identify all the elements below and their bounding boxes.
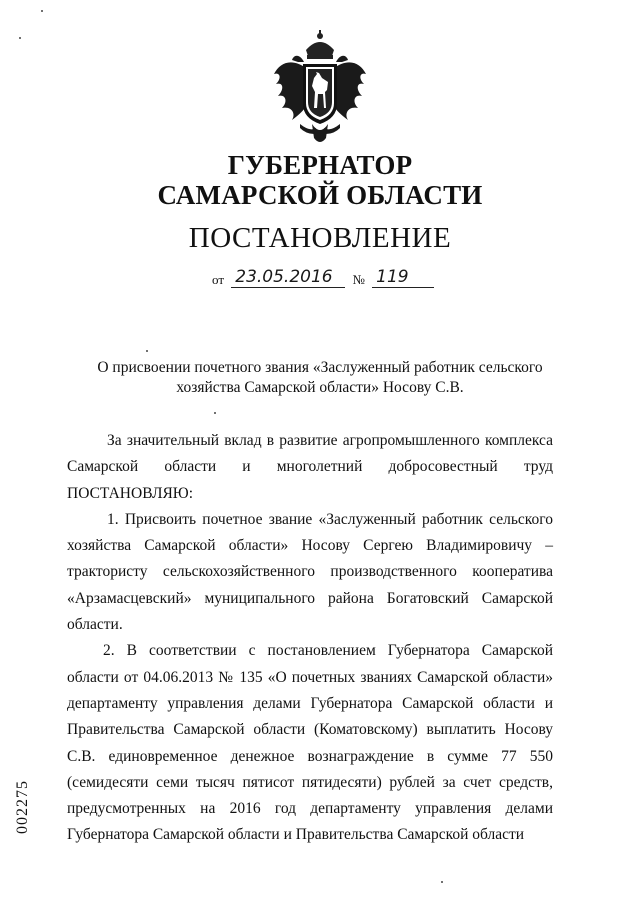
header-title-line1: ГУБЕРНАТОР [227, 150, 413, 180]
item-1-paragraph: 1. Присвоить почетное звание «Заслуженный работник сельского хозяйства Самарской области» Носову Сергею Владимировичу – трактористу сельскохозяйственного производственного кооператива «Арзамасцевский» муниципального района Богатовский Самарской области. [67, 510, 553, 634]
coat-of-arms-emblem [270, 28, 370, 150]
document-body [67, 428, 553, 849]
date-prefix-label: от [212, 272, 225, 287]
stamp-number: 002275 [14, 780, 31, 834]
number-sign-label: № [352, 272, 365, 287]
scan-speck [41, 10, 43, 12]
scan-speck [19, 37, 21, 39]
scan-speck [214, 412, 216, 414]
handwritten-date: 23.05.2016 [231, 268, 345, 288]
date-number-line [212, 268, 434, 288]
scan-speck [441, 881, 443, 883]
intro-text: За значительный вклад в развитие агропромышленного комплекса Самарской области и многолетний добросовестный труд [67, 432, 553, 476]
document-type: ПОСТАНОВЛЕНИЕ [188, 222, 452, 254]
intro-paragraph [67, 428, 553, 481]
scan-speck [146, 350, 148, 352]
decree-word: ПОСТАНОВЛЯЮ: [67, 484, 194, 502]
handwritten-number: 119 [372, 268, 434, 288]
item-2-paragraph: 2. В соответствии с постановлением Губернатора Самарской области от 04.06.2013 № 135 «О почетных званиях Самарской области» департаменту управления делами Губернатора Самарской области и Правительства Самарской области (Коматовскому) выплатить Носову С.В. единовременное денежное вознаграждение в сумме 77 550 (семидесяти семи тысяч пятисот пятидесяти) рублей за счет средств, предусмотренных на 2016 год департаменту управления делами Губернатора Самарской области и Правительства Самарской области [67, 642, 553, 844]
header-title-line2: САМАРСКОЙ ОБЛАСТИ [157, 180, 483, 210]
document-title: О присвоении почетного звания «Заслуженный работник сельского хозяйства Самарской области» Носову С.В. [97, 359, 543, 396]
